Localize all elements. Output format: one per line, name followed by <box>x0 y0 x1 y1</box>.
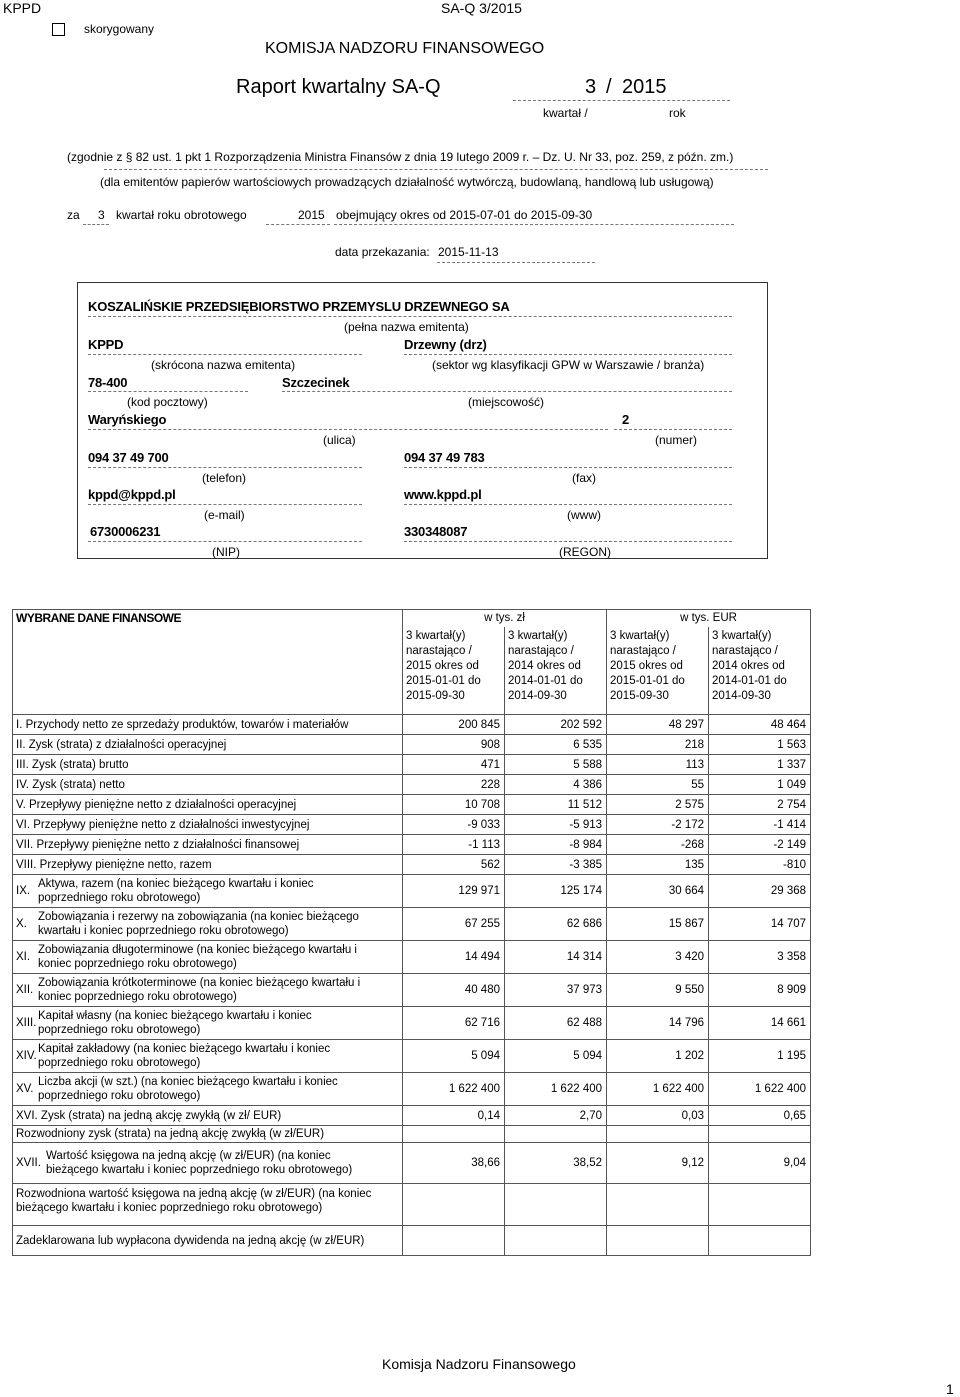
submission-date: 2015-11-13 <box>438 245 499 259</box>
regon-label: (REGON) <box>559 545 611 559</box>
report-title: Raport kwartalny SA-Q <box>236 76 441 98</box>
row-value: 62 686 <box>505 908 607 941</box>
quarter-value: 3 <box>585 76 597 98</box>
row-label: VIII. Przepływy pieniężne netto, razem <box>13 855 403 875</box>
row-label-line: bieżącego kwartału i koniec poprzedniego roku obrotowego) <box>46 1164 353 1176</box>
row-value: 5 588 <box>505 755 607 775</box>
fax-underline <box>404 467 732 468</box>
table-row <box>13 715 811 735</box>
row-value: 55 <box>607 775 709 795</box>
row-value: 1 049 <box>709 775 811 795</box>
row-label <box>13 1143 403 1184</box>
row-roman: XV. <box>16 1083 34 1095</box>
issuer-full-name: KOSZALIŃSKIE PRZEDSIĘBIORSTWO PRZEMYSLU DRZEWNEGO SA <box>88 299 510 314</box>
row-label-line: koniec poprzedniego roku obrotowego) <box>38 991 237 1003</box>
column-header-line: 3 kwartał(y) <box>406 629 466 642</box>
table-row <box>13 1143 811 1184</box>
www-label: (www) <box>567 508 601 522</box>
row-label <box>13 1007 403 1040</box>
row-value: 471 <box>403 755 505 775</box>
row-roman: XII. <box>16 984 34 996</box>
issuer-nip: 6730006231 <box>90 524 161 539</box>
postal-code-label: (kod pocztowy) <box>127 395 208 409</box>
row-value: 135 <box>607 855 709 875</box>
row-value: 9 550 <box>607 974 709 1007</box>
submission-date-underline <box>437 262 595 263</box>
row-label-line: poprzedniego roku obrotowego) <box>38 1090 201 1102</box>
report-code: KPPD <box>3 0 42 16</box>
nip-label: (NIP) <box>212 545 240 559</box>
issuer-number: 2 <box>622 412 630 427</box>
column-header-line: 3 kwartał(y) <box>610 629 670 642</box>
row-label-line: poprzedniego roku obrotowego) <box>38 1057 201 1069</box>
row-label: II. Zysk (strata) z działalności operacyjnej <box>13 735 403 755</box>
table-row <box>13 1040 811 1073</box>
row-value: 0,14 <box>403 1106 505 1126</box>
row-value: 37 973 <box>505 974 607 1007</box>
row-label <box>13 875 403 908</box>
row-value: 1 622 400 <box>505 1073 607 1106</box>
row-value: 40 480 <box>403 974 505 1007</box>
row-value: 8 909 <box>709 974 811 1007</box>
table-row <box>13 1073 811 1106</box>
row-value: 62 716 <box>403 1007 505 1040</box>
table-row <box>13 941 811 974</box>
row-value: 15 867 <box>607 908 709 941</box>
column-header-line: narastająco / <box>406 644 472 657</box>
row-value: 38,52 <box>505 1143 607 1184</box>
period-year: 2015 <box>298 208 325 222</box>
legal-basis-underline <box>104 169 768 170</box>
currency-pln: w tys. zł <box>403 610 607 627</box>
row-value: 2 575 <box>607 795 709 815</box>
row-label-line: poprzedniego roku obrotowego) <box>38 892 201 904</box>
issuer-short-name: KPPD <box>88 337 124 352</box>
row-value: 1 337 <box>709 755 811 775</box>
row-value: 3 420 <box>607 941 709 974</box>
column-header-line: 2015-09-30 <box>406 689 465 702</box>
row-value: 38,66 <box>403 1143 505 1184</box>
issuer-email[interactable]: kppd@kppd.pl <box>88 487 176 502</box>
row-value-empty <box>709 1126 811 1143</box>
issuer-street: Waryńskiego <box>88 412 167 427</box>
submission-date-label: data przekazania: <box>335 245 430 259</box>
table-row <box>13 835 811 855</box>
row-roman: X. <box>16 918 27 930</box>
column-header-line: 2015 okres od <box>610 659 683 672</box>
corrected-checkbox[interactable] <box>52 23 65 36</box>
nip-underline <box>88 541 362 542</box>
row-value: 2,70 <box>505 1106 607 1126</box>
column-header <box>607 627 709 715</box>
za-label: za <box>67 208 80 222</box>
row-label: Rozwodniony zysk (strata) na jedną akcję zwykłą (w zł/EUR) <box>13 1126 403 1143</box>
email-label: (e-mail) <box>204 508 245 522</box>
column-header-line: 2014-01-01 do <box>712 674 787 687</box>
column-header <box>403 627 505 715</box>
row-roman: XVII. <box>16 1157 41 1169</box>
period-range: obejmujący okres od 2015-07-01 do 2015-09-30 <box>336 208 593 222</box>
row-label: Zadeklarowana lub wypłacona dywidenda na jedną akcję (w zł/EUR) <box>13 1226 403 1256</box>
postal-code-underline <box>88 391 248 392</box>
row-label <box>13 941 403 974</box>
financial-data-table <box>12 609 811 1256</box>
row-label-line: Zobowiązania i rezerwy na zobowiązania (na koniec bieżącego <box>38 911 359 923</box>
table-row <box>13 795 811 815</box>
row-value: 1 195 <box>709 1040 811 1073</box>
row-value: -1 113 <box>403 835 505 855</box>
phone-label: (telefon) <box>202 471 247 485</box>
row-value: -1 414 <box>709 815 811 835</box>
row-label <box>13 908 403 941</box>
row-value: -810 <box>709 855 811 875</box>
row-value: 62 488 <box>505 1007 607 1040</box>
row-value: 1 202 <box>607 1040 709 1073</box>
row-value: 30 664 <box>607 875 709 908</box>
row-label-line: Rozwodniona wartość księgowa na jedną akcję (w zł/EUR) (na koniec <box>16 1188 372 1200</box>
row-value-empty <box>505 1184 607 1226</box>
www-underline <box>404 504 732 505</box>
quarter-label: kwartał / <box>543 106 588 120</box>
table-row <box>13 974 811 1007</box>
row-label: V. Przepływy pieniężne netto z działalności operacyjnej <box>13 795 403 815</box>
regon-underline <box>404 541 732 542</box>
row-value: 218 <box>607 735 709 755</box>
email-underline <box>88 504 362 505</box>
table-row <box>13 855 811 875</box>
column-header-line: 2015-09-30 <box>610 689 669 702</box>
row-label-line: Kapitał własny (na koniec bieżącego kwartału i koniec <box>38 1010 312 1022</box>
row-value: 5 094 <box>403 1040 505 1073</box>
period-slash: / <box>606 76 612 98</box>
row-label: IV. Zysk (strata) netto <box>13 775 403 795</box>
column-header-line: 2014-01-01 do <box>508 674 583 687</box>
period-quarter: 3 <box>98 208 105 222</box>
column-header-line: narastająco / <box>610 644 676 657</box>
row-value: 1 622 400 <box>607 1073 709 1106</box>
table-row <box>13 1007 811 1040</box>
issuer-fax: 094 37 49 783 <box>404 450 485 465</box>
row-value: 1 622 400 <box>709 1073 811 1106</box>
row-label <box>13 974 403 1007</box>
row-value-empty <box>607 1126 709 1143</box>
row-value: 0,03 <box>607 1106 709 1126</box>
row-value: 129 971 <box>403 875 505 908</box>
row-value: 1 563 <box>709 735 811 755</box>
row-value: 228 <box>403 775 505 795</box>
row-value: 48 464 <box>709 715 811 735</box>
row-value: 14 796 <box>607 1007 709 1040</box>
row-label-line: Wartość księgowa na jedną akcję (w zł/EUR) (na koniec <box>46 1150 331 1162</box>
row-value: 113 <box>607 755 709 775</box>
page-number: 1 <box>946 1381 954 1397</box>
row-value-empty <box>709 1184 811 1226</box>
column-header-line: 2015-01-01 do <box>406 674 481 687</box>
fax-label: (fax) <box>572 471 596 485</box>
row-label: VI. Przepływy pieniężne netto z działalności inwestycyjnej <box>13 815 403 835</box>
row-value: 4 386 <box>505 775 607 795</box>
table-row <box>13 1184 811 1226</box>
row-label-line: Zobowiązania długoterminowe (na koniec bieżącego kwartału i <box>38 944 357 956</box>
row-value: 14 314 <box>505 941 607 974</box>
row-label-line: Kapitał zakładowy (na koniec bieżącego kwartału i koniec <box>38 1043 331 1055</box>
column-header <box>709 627 811 715</box>
footer-commission: Komisja Nadzoru Finansowego <box>382 1356 576 1372</box>
sector-underline <box>404 354 732 355</box>
row-value: 14 494 <box>403 941 505 974</box>
row-label: III. Zysk (strata) brutto <box>13 755 403 775</box>
row-label-line: bieżącego kwartału i koniec poprzedniego roku obrotowego) <box>16 1202 323 1214</box>
table-row <box>13 775 811 795</box>
row-value: 0,65 <box>709 1106 811 1126</box>
row-value-empty <box>403 1226 505 1256</box>
commission-title: KOMISJA NADZORU FINANSOWEGO <box>265 40 545 57</box>
column-header <box>505 627 607 715</box>
row-value: 10 708 <box>403 795 505 815</box>
table-row <box>13 1106 811 1126</box>
issuer-sector: Drzewny (drz) <box>404 337 487 352</box>
number-label: (numer) <box>655 433 698 447</box>
row-label <box>13 1073 403 1106</box>
row-label-line: Zobowiązania krótkoterminowe (na koniec bieżącego kwartału i <box>38 977 361 989</box>
row-label: VII. Przepływy pieniężne netto z działalności finansowej <box>13 835 403 855</box>
row-value: 6 535 <box>505 735 607 755</box>
row-label-line: Aktywa, razem (na koniec bieżącego kwartału i koniec <box>38 878 314 890</box>
issuer-regon: 330348087 <box>404 524 468 539</box>
row-label-line: poprzedniego roku obrotowego) <box>38 1024 201 1036</box>
row-value: 11 512 <box>505 795 607 815</box>
row-value-empty <box>403 1184 505 1226</box>
row-roman: XIII. <box>16 1017 37 1029</box>
table-row <box>13 1126 811 1143</box>
table-row <box>13 735 811 755</box>
row-value: 14 661 <box>709 1007 811 1040</box>
issuer-phone: 094 37 49 700 <box>88 450 169 465</box>
column-header-line: 2014-09-30 <box>508 689 567 702</box>
row-value: 5 094 <box>505 1040 607 1073</box>
report-number: SA-Q 3/2015 <box>441 0 522 16</box>
issuer-city: Szczecinek <box>282 375 350 390</box>
period-quarter-label: kwartał roku obrotowego <box>116 208 247 222</box>
row-label-line: koniec poprzedniego roku obrotowego) <box>38 958 237 970</box>
row-value: 562 <box>403 855 505 875</box>
legal-basis: (zgodnie z § 82 ust. 1 pkt 1 Rozporządzenia Ministra Finansów z dnia 19 lutego 2009 r. – Dz. U. Nr 33, poz. 259, z późn. zm.) <box>67 150 734 164</box>
column-header-line: 3 kwartał(y) <box>508 629 568 642</box>
row-value: 9,04 <box>709 1143 811 1184</box>
row-value: -268 <box>607 835 709 855</box>
table-row <box>13 815 811 835</box>
period-year-underline <box>266 224 330 225</box>
period-underline <box>513 100 730 101</box>
row-label-line: kwartału i koniec poprzedniego roku obrotowego) <box>38 925 289 937</box>
column-header-line: 2015-01-01 do <box>610 674 685 687</box>
row-value: -2 149 <box>709 835 811 855</box>
row-value-empty <box>505 1226 607 1256</box>
row-value-empty <box>709 1226 811 1256</box>
full-name-underline <box>88 316 732 317</box>
row-value: 14 707 <box>709 908 811 941</box>
column-header-line: 2015 okres od <box>406 659 479 672</box>
row-roman: IX. <box>16 885 31 897</box>
row-value: 2 754 <box>709 795 811 815</box>
row-value: -3 385 <box>505 855 607 875</box>
column-header-line: 3 kwartał(y) <box>712 629 772 642</box>
short-name-underline <box>88 354 362 355</box>
column-header-line: 2014 okres od <box>712 659 785 672</box>
row-roman: XIV. <box>16 1050 37 1062</box>
table-row <box>13 875 811 908</box>
row-label <box>13 1184 403 1226</box>
scope-note: (dla emitentów papierów wartościowych prowadzących działalność wytwórczą, budowlaną, handlową lub usługową) <box>100 175 714 189</box>
row-value: 125 174 <box>505 875 607 908</box>
row-value: 202 592 <box>505 715 607 735</box>
row-value: -2 172 <box>607 815 709 835</box>
row-value: 9,12 <box>607 1143 709 1184</box>
full-name-label: (pełna nazwa emitenta) <box>344 320 469 334</box>
row-value-empty <box>607 1184 709 1226</box>
issuer-www[interactable]: www.kppd.pl <box>404 487 482 502</box>
row-value: 200 845 <box>403 715 505 735</box>
row-label-line: Liczba akcji (w szt.) (na koniec bieżącego kwartału i koniec <box>38 1076 338 1088</box>
row-value-empty <box>607 1226 709 1256</box>
row-value: -8 984 <box>505 835 607 855</box>
city-underline <box>282 391 732 392</box>
issuer-postal-code: 78-400 <box>88 375 128 390</box>
column-header-line: 2014-09-30 <box>712 689 771 702</box>
sector-label: (sektor wg klasyfikacji GPW w Warszawie / branża) <box>432 358 705 372</box>
column-header-line: narastająco / <box>712 644 778 657</box>
row-value: 1 622 400 <box>403 1073 505 1106</box>
row-value: 908 <box>403 735 505 755</box>
number-underline <box>614 429 732 430</box>
row-value: 3 358 <box>709 941 811 974</box>
row-label <box>13 1040 403 1073</box>
row-value: 29 368 <box>709 875 811 908</box>
row-value: 48 297 <box>607 715 709 735</box>
row-label: I. Przychody netto ze sprzedaży produktów, towarów i materiałów <box>13 715 403 735</box>
table-row <box>13 755 811 775</box>
row-value: -5 913 <box>505 815 607 835</box>
corrected-label: skorygowany <box>84 22 155 36</box>
row-value-empty <box>505 1126 607 1143</box>
short-name-label: (skrócona nazwa emitenta) <box>151 358 296 372</box>
phone-underline <box>88 467 362 468</box>
street-label: (ulica) <box>323 433 356 447</box>
street-underline <box>88 429 608 430</box>
column-header-line: 2014 okres od <box>508 659 581 672</box>
year-value: 2015 <box>622 76 667 98</box>
row-value-empty <box>403 1126 505 1143</box>
row-value: -9 033 <box>403 815 505 835</box>
column-header-line: narastająco / <box>508 644 574 657</box>
period-range-underline <box>334 224 734 225</box>
financials-title: WYBRANE DANE FINANSOWE <box>13 610 403 715</box>
period-quarter-underline <box>83 224 109 225</box>
table-row <box>13 908 811 941</box>
currency-eur: w tys. EUR <box>607 610 811 627</box>
city-label: (miejscowość) <box>468 395 545 409</box>
row-value: 67 255 <box>403 908 505 941</box>
year-label: rok <box>669 106 686 120</box>
row-roman: XI. <box>16 951 31 963</box>
row-label: XVI. Zysk (strata) na jedną akcję zwykłą (w zł/ EUR) <box>13 1106 403 1126</box>
table-row <box>13 1226 811 1256</box>
